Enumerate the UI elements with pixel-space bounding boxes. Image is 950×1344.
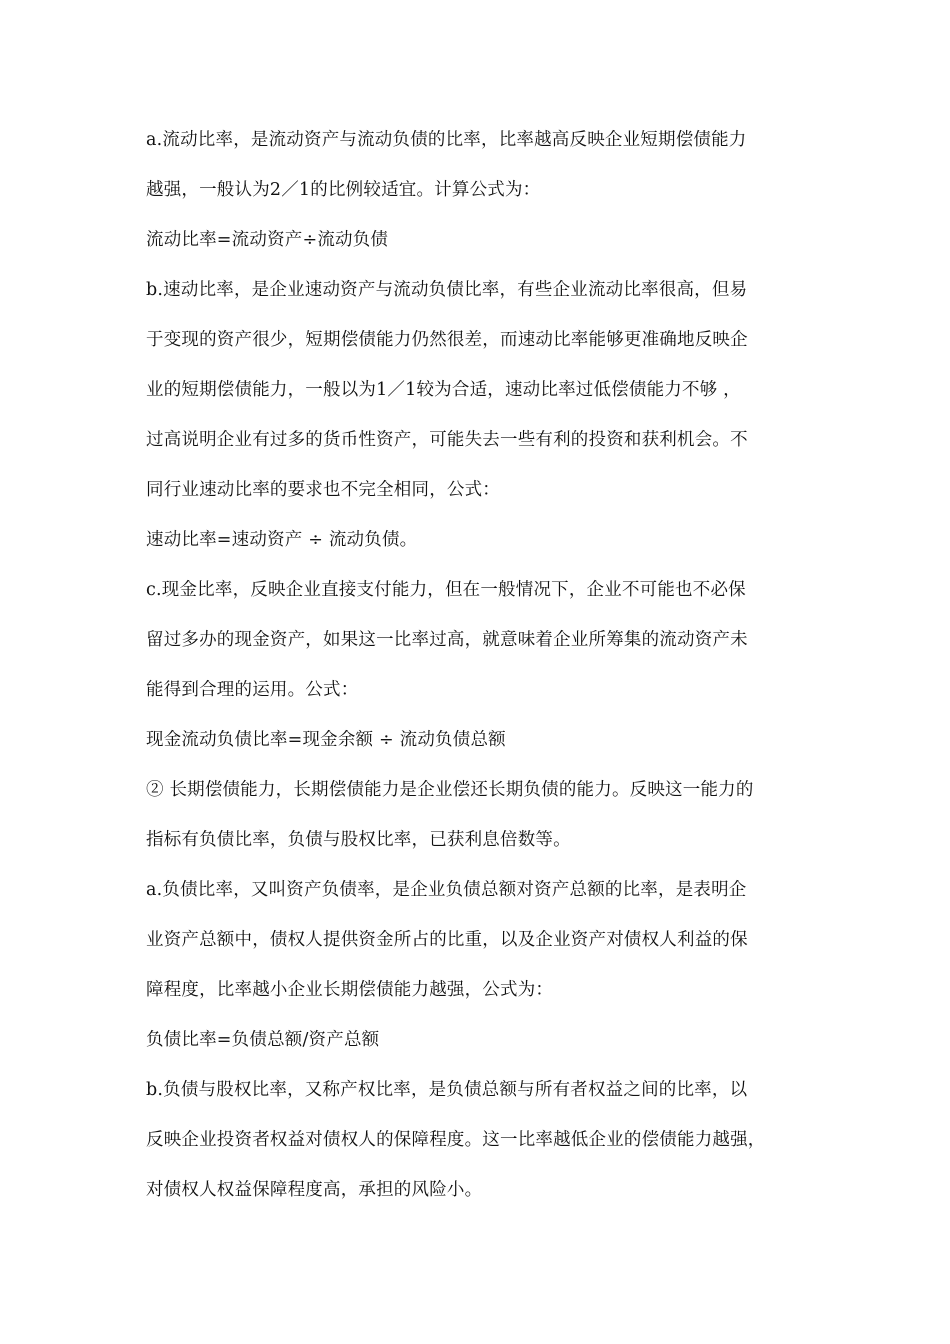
text-line: a.流动比率，是流动资产与流动负债的比率，比率越高反映企业短期偿债能力 bbox=[146, 130, 747, 150]
text-line: b.速动比率，是企业速动资产与流动负债比率，有些企业流动比率很高，但易 bbox=[146, 280, 748, 300]
formula-line: 现金流动负债比率=现金余额 ÷ 流动负债总额 bbox=[146, 730, 506, 750]
formula-line: 负债比率=负债总额/资产总额 bbox=[146, 1030, 380, 1050]
formula-line: 流动比率=流动资产÷流动负债 bbox=[146, 230, 389, 250]
text-line: 对债权人权益保障程度高，承担的风险小。 bbox=[146, 1180, 483, 1200]
text-line: c.现金比率，反映企业直接支付能力，但在一般情况下，企业不可能也不必保 bbox=[146, 580, 746, 600]
text-line: a.负债比率，又叫资产负债率，是企业负债总额对资产总额的比率，是表明企 bbox=[146, 880, 747, 900]
text-line: b.负债与股权比率，又称产权比率，是负债总额与所有者权益之间的比率，以 bbox=[146, 1080, 748, 1100]
text-line: 反映企业投资者权益对债权人的保障程度。这一比率越低企业的偿债能力越强， bbox=[146, 1130, 766, 1150]
text-line: 障程度，比率越小企业长期偿债能力越强，公式为： bbox=[146, 980, 554, 1000]
text-line: 留过多办的现金资产，如果这一比率过高，就意味着企业所筹集的流动资产未 bbox=[146, 630, 748, 650]
text-line: 越强，一般认为2／1的比例较适宜。计算公式为： bbox=[146, 180, 541, 200]
text-line: 业资产总额中，债权人提供资金所占的比重，以及企业资产对债权人利益的保 bbox=[146, 930, 748, 950]
text-line: 能得到合理的运用。公式： bbox=[146, 680, 359, 700]
text-line: 同行业速动比率的要求也不完全相同，公式： bbox=[146, 480, 500, 500]
text-line: ② 长期偿债能力，长期偿债能力是企业偿还长期负债的能力。反映这一能力的 bbox=[146, 780, 754, 800]
text-line: 过高说明企业有过多的货币性资产，可能失去一些有利的投资和获利机会。不 bbox=[146, 430, 748, 450]
text-line: 业的短期偿债能力，一般以为1／1较为合适，速动比率过低偿债能力不够 ， bbox=[146, 380, 741, 400]
formula-line: 速动比率=速动资产 ÷ 流动负债。 bbox=[146, 530, 418, 550]
text-line: 指标有负债比率，负债与股权比率，已获利息倍数等。 bbox=[146, 830, 571, 850]
text-line: 于变现的资产很少，短期偿债能力仍然很差，而速动比率能够更准确地反映企 bbox=[146, 330, 748, 350]
